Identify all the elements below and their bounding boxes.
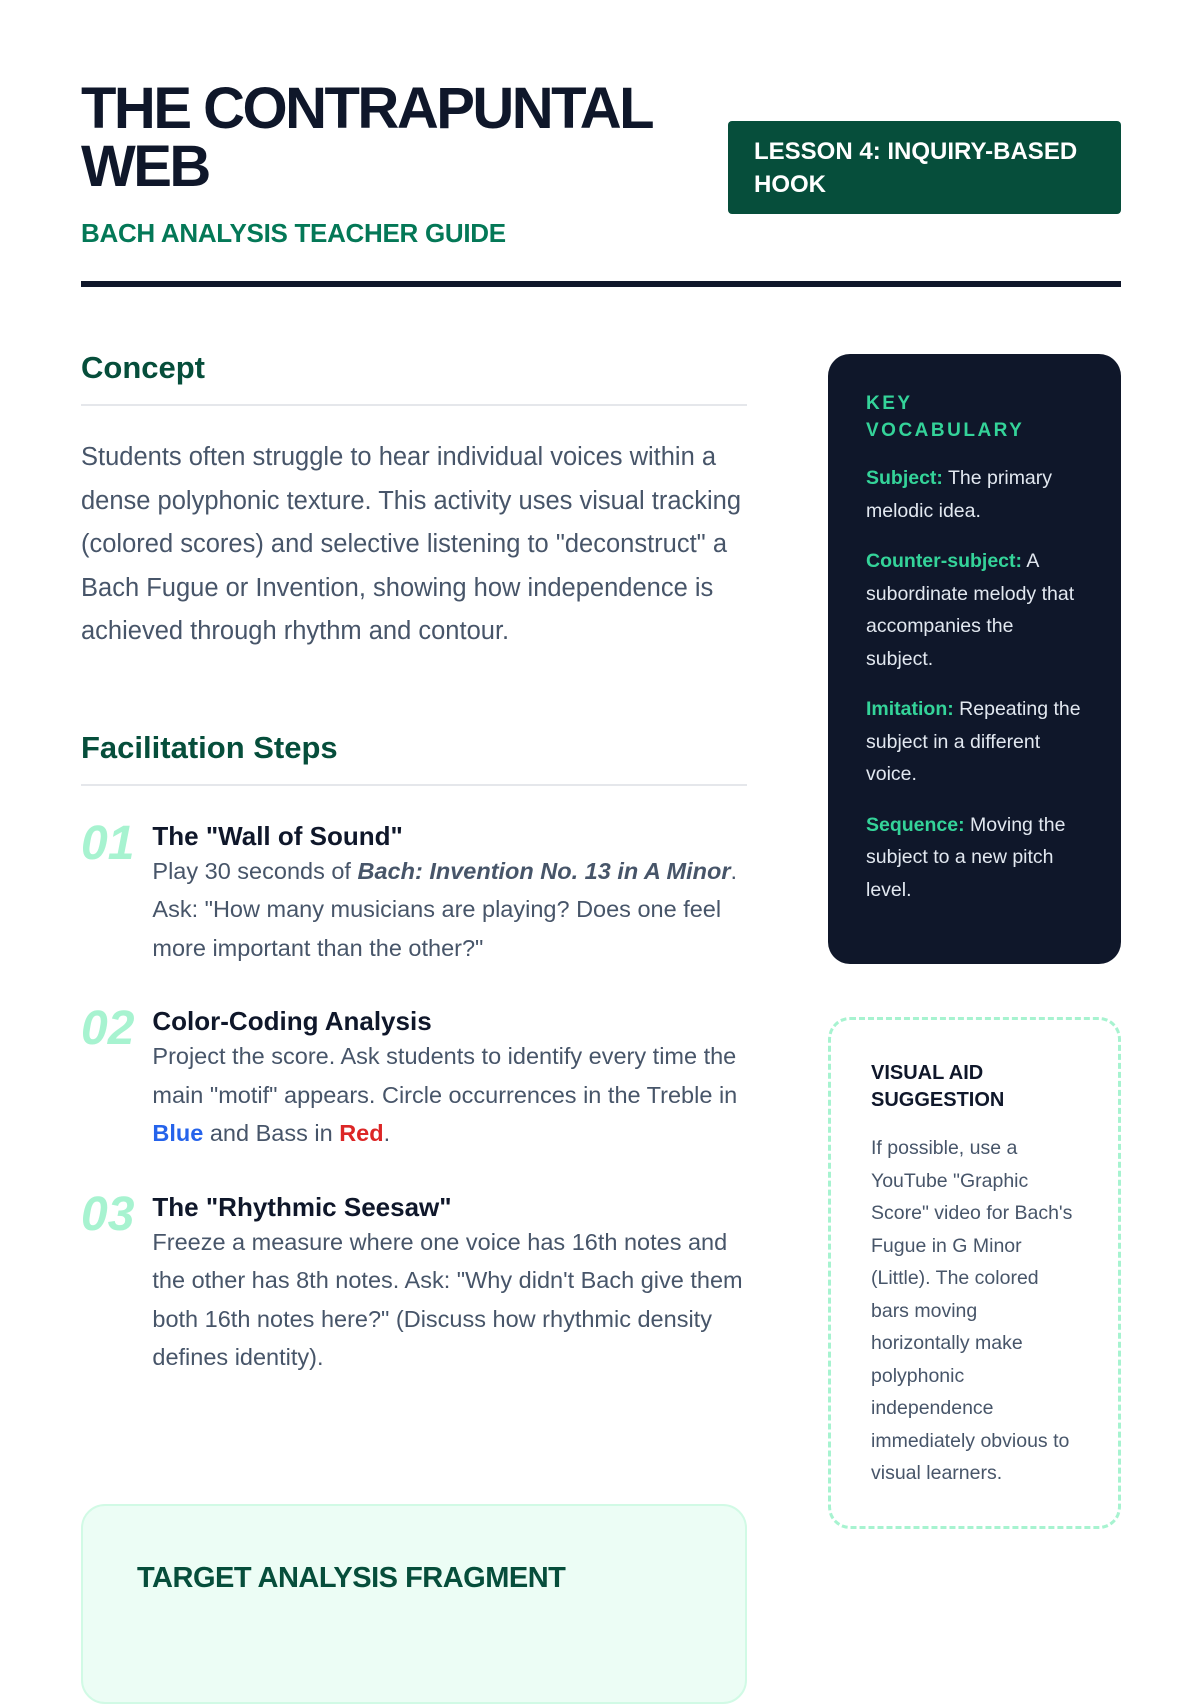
- main-column: [81, 350, 747, 1377]
- step-body: [152, 1037, 747, 1153]
- visual-aid-body: If possible, use a YouTube "Graphic Score" video for Bach's Fugue in G Minor (Little). The colored bars moving horizontally make polyphonic independence immediately obvious to visual learners.: [871, 1137, 1073, 1484]
- step-number: 01: [81, 816, 135, 870]
- work-title: Bach: Invention No. 13 in A Minor: [357, 857, 731, 884]
- vocab-item: [866, 462, 1083, 527]
- text: Project the score. Ask students to identify every time the main "motif" appears. Circle occurrences in the Treble in: [152, 1043, 738, 1108]
- red-label: Red: [339, 1120, 384, 1146]
- definition: Repeating the subject in a different voice.: [866, 698, 1081, 785]
- step-title: The "Rhythmic Seesaw": [152, 1191, 452, 1222]
- text: . Ask: "How many musicians are playing? Does one feel more important than the other?": [152, 857, 738, 961]
- vocab-item: [866, 545, 1083, 675]
- visual-aid-card: [828, 1017, 1121, 1529]
- vocab-item: [866, 693, 1083, 791]
- definition: Moving the subject to a new pitch level.: [866, 813, 1066, 901]
- term: Sequence:: [866, 813, 965, 836]
- fragment-heading: TARGET ANALYSIS FRAGMENT: [137, 1562, 566, 1594]
- step-number: 03: [81, 1187, 135, 1241]
- definition: The primary melodic idea.: [866, 467, 1053, 522]
- steps-heading: Facilitation Steps: [81, 730, 747, 786]
- step-title: Color-Coding Analysis: [152, 1006, 432, 1036]
- page-title: THE CONTRAPUNTAL WEB: [81, 76, 652, 199]
- blue-label: Blue: [152, 1120, 204, 1146]
- step-item: [81, 1187, 747, 1377]
- text: Play 30 seconds of: [152, 857, 358, 884]
- concept-heading: Concept: [81, 350, 747, 406]
- term: Imitation:: [866, 698, 954, 720]
- lesson-badge: LESSON 4: INQUIRY-BASED HOOK: [728, 121, 1121, 214]
- page-subtitle: BACH ANALYSIS TEACHER GUIDE: [81, 218, 506, 248]
- vocab-heading: KEY VOCABULARY: [866, 393, 1025, 441]
- vocabulary-card: [828, 354, 1121, 964]
- step-body: Freeze a measure where one voice has 16th notes and the other has 8th notes. Ask: "Why didn't Bach give them both 16th notes here?" (Discuss how rhythmic density defines identity).: [152, 1228, 743, 1370]
- visual-aid-heading: VISUAL AID SUGGESTION: [871, 1062, 1005, 1111]
- step-item: [81, 1002, 747, 1153]
- header: [81, 0, 1121, 287]
- term: Subject:: [866, 467, 943, 489]
- definition: A subordinate melody that accompanies the subject.: [866, 550, 1075, 670]
- text: .: [383, 1120, 391, 1146]
- page: [81, 0, 1121, 1594]
- text: and Bass in: [203, 1120, 340, 1146]
- analysis-fragment-card: [81, 1504, 747, 1704]
- vocab-item: [866, 809, 1083, 907]
- step-number: 02: [81, 1002, 135, 1055]
- concept-body: Students often struggle to hear individual voices within a dense polyphonic texture. This activity uses visual tracking (colored scores) and selective listening to "deconstruct" a Bach Fugue or Invention, showing how independence is achieved through rhythm and contour.: [81, 443, 742, 645]
- step-item: [81, 816, 747, 968]
- term: Counter-subject:: [866, 550, 1022, 572]
- step-title: The "Wall of Sound": [152, 820, 403, 851]
- step-body: [152, 852, 747, 968]
